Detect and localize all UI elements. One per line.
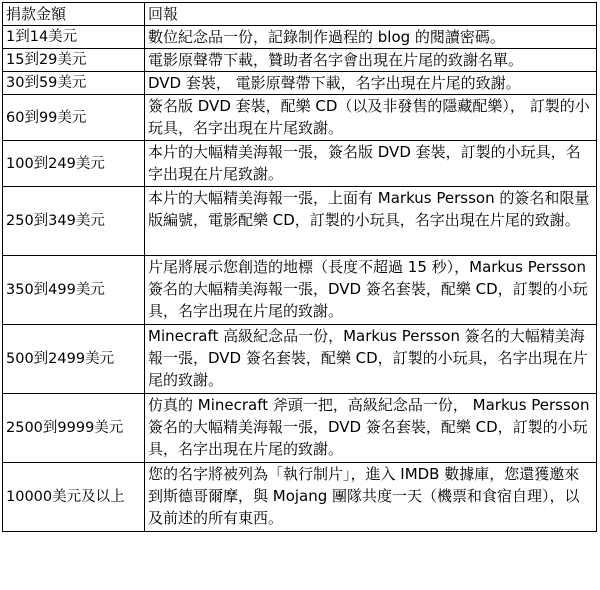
amount-cell: 250到349美元: [3, 187, 145, 256]
table-row: [3, 72, 597, 95]
table-row: [3, 394, 597, 463]
amount-cell: 2500到9999美元: [3, 394, 145, 463]
reward-cell: 本片的大幅精美海報一張，上面有 Markus Persson 的簽名和限量版編號，電影配樂 CD，訂製的小玩具，名字出現在片尾的致謝。: [145, 187, 597, 256]
table-row: [3, 256, 597, 325]
reward-cell: 仿真的 Minecraft 斧頭一把，高級紀念品一份， Markus Persson 簽名的大幅精美海報一張，DVD 簽名套裝，配樂 CD，訂製的小玩具，名字出現在片尾的致謝。: [145, 394, 597, 463]
table-row: [3, 325, 597, 394]
table-header-row: [3, 3, 597, 26]
amount-cell: 15到29美元: [3, 49, 145, 72]
reward-cell: 簽名版 DVD 套裝，配樂 CD（以及非發售的隱藏配樂）， 訂製的小玩具，名字出現在片尾致謝。: [145, 95, 597, 141]
donation-reward-table: [2, 2, 597, 532]
table-row: [3, 49, 597, 72]
header-amount: 捐款金額: [3, 3, 145, 26]
reward-cell: 片尾將展示您創造的地標（長度不超過 15 秒），Markus Persson 簽名的大幅精美海報一張，DVD 簽名套裝，配樂 CD，訂製的小玩具，名字出現在片尾的致謝。: [145, 256, 597, 325]
table-row: [3, 463, 597, 532]
reward-cell: 本片的大幅精美海報一張，簽名版 DVD 套裝，訂製的小玩具，名字出現在片尾致謝。: [145, 141, 597, 187]
reward-cell: 您的名字將被列為「執行制片」，進入 IMDB 數據庫，您還獲邀來到斯德哥爾摩，與 Mojang 團隊共度一天（機票和食宿自理），以及前述的所有東西。: [145, 463, 597, 532]
amount-cell: 100到249美元: [3, 141, 145, 187]
amount-cell: 500到2499美元: [3, 325, 145, 394]
amount-cell: 350到499美元: [3, 256, 145, 325]
reward-cell: 電影原聲帶下載，贊助者名字會出現在片尾的致謝名單。: [145, 49, 597, 72]
reward-cell: Minecraft 高級紀念品一份，Markus Persson 簽名的大幅精美海報一張，DVD 簽名套裝，配樂 CD，訂製的小玩具，名字出現在片尾的致謝。: [145, 325, 597, 394]
reward-cell: DVD 套裝， 電影原聲帶下載，名字出現在片尾的致謝。: [145, 72, 597, 95]
amount-cell: 10000美元及以上: [3, 463, 145, 532]
header-reward: 回報: [145, 3, 597, 26]
amount-cell: 1到14美元: [3, 26, 145, 49]
table-row: [3, 141, 597, 187]
amount-cell: 30到59美元: [3, 72, 145, 95]
reward-cell: 數位紀念品一份，記錄制作過程的 blog 的閱讀密碼。: [145, 26, 597, 49]
table-row: [3, 26, 597, 49]
table-row: [3, 187, 597, 256]
amount-cell: 60到99美元: [3, 95, 145, 141]
table-row: [3, 95, 597, 141]
